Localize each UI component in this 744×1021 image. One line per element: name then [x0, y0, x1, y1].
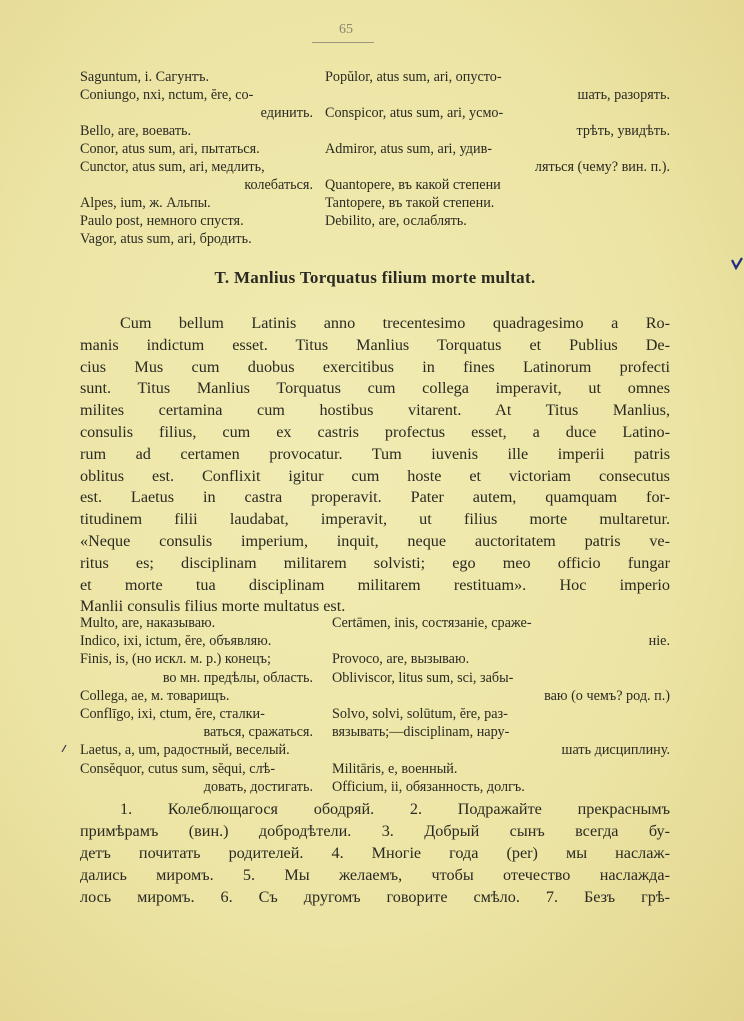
vocab-entry-right: Certāmen, inis, состязаніе, сраже- — [332, 615, 532, 631]
vocab-entry-right: Popŭlor, atus sum, ari, опусто- — [325, 69, 502, 85]
vocab-row — [80, 212, 670, 230]
vocab-entry-right: Quantopere, въ какой степени — [325, 177, 501, 193]
vocab-entry-left: Vagor, atus sum, ari, бродить. — [80, 231, 252, 247]
vocab-row — [80, 760, 670, 778]
pen-check-mark-icon — [730, 256, 744, 270]
passage-line: «Neque consulis imperium, inquit, neque auctoritatem patris ve- — [80, 532, 670, 550]
vocab-entry-left: Cunctor, atus sum, ari, медлить, — [80, 159, 265, 175]
vocab-entry-right: Obliviscor, litus sum, sci, забы- — [332, 669, 514, 686]
page-number: 65 — [339, 22, 353, 37]
passage-line: titudinem filii laudabat, imperavit, ut filius morte multaretur. — [80, 510, 670, 529]
vocab-entry-right: шать дисциплину. — [561, 742, 670, 759]
vocab-row — [80, 705, 670, 723]
vocab-entry-right: вязывать;—disciplinam, нару- — [332, 724, 510, 741]
vocab-row — [80, 68, 670, 86]
vocab-entry-right: Admiror, atus sum, ari, удив- — [325, 141, 493, 157]
vocab-entry-left: Conor, atus sum, ari, пытаться. — [80, 141, 260, 157]
vocab-entry-left: Finis, is, (но искл. м. р.) конецъ; — [80, 651, 271, 668]
vocab-row — [80, 176, 670, 194]
passage-line: milites certamina cum hostibus vitarent. At Titus Manlius, — [80, 401, 670, 420]
vocab-row — [80, 723, 670, 741]
vocab-entry-left: во мн. предѣлы, область. — [162, 669, 313, 686]
vocab-entry-left: Conflīgo, ixi, ctum, ĕre, сталки- — [80, 706, 265, 722]
exercise-line: лось миромъ. 6. Съ другомъ говорите смѣло. 7. Безъ грѣ- — [80, 888, 670, 906]
vocab-entry-left: Consĕquor, cutus sum, sĕqui, слѣ- — [80, 760, 276, 777]
vocab-entry-left: довать, достигать. — [203, 778, 313, 795]
vocab-entry-right: Debilito, are, ослаблять. — [325, 213, 467, 229]
vocab-entry-right: шать, разорять. — [577, 87, 670, 103]
vocab-entry-right: ваю (о чемъ? род. п.) — [544, 687, 670, 704]
vocab-entry-right: Militāris, e, военный. — [332, 760, 458, 777]
passage-line: ritus es; disciplinam militarem solvisti; ego meo officio fungar — [80, 553, 670, 572]
vocab-entry-left: Bello, are, воевать. — [80, 123, 192, 139]
vocab-entry-left: Paulo post, немного спустя. — [80, 213, 244, 229]
vocab-row — [80, 140, 670, 158]
vocab-entry-left: Multo, are, наказываю. — [80, 615, 216, 631]
vocab-entry-left: единить. — [260, 105, 313, 121]
vocab-entry-left: Saguntum, i. Сагунтъ. — [80, 69, 210, 85]
vocab-row — [80, 86, 670, 104]
vocab-row — [80, 122, 670, 140]
vocab-entry-right: трѣть, увидѣть. — [576, 123, 670, 139]
passage-line: manis indictum esset. Titus Manlius Torquatus et Publius De- — [80, 335, 670, 354]
vocab-entry-left: Collega, ae, м. товарищъ. — [80, 687, 230, 704]
vocab-row — [80, 741, 670, 759]
pen-tick-mark-icon — [60, 744, 68, 754]
vocab-row — [80, 230, 670, 248]
vocab-row — [80, 194, 670, 212]
section-title: T. Manlius Torquatus filium morte multat. — [214, 268, 536, 287]
vocab-entry-right: Provoco, are, вызываю. — [332, 651, 470, 668]
vocab-row — [80, 632, 670, 650]
passage-line: Cum bellum Latinis anno trecentesimo quadragesimo a Ro- — [120, 314, 670, 332]
exercise-line: 1. Колеблющагося ободряй. 2. Подражайте прекраснымъ — [120, 800, 670, 818]
vocab-entry-right: ніе. — [648, 633, 670, 650]
page-number-rule — [312, 42, 374, 43]
vocab-entry-left: Laetus, a, um, радостный, веселый. — [80, 742, 290, 759]
vocab-entry-left: Coniungo, nxi, nctum, ĕre, со- — [80, 87, 254, 103]
vocab-entry-left: Alpes, ium, ж. Альпы. — [80, 195, 211, 211]
vocab-row — [80, 650, 670, 668]
exercise-line: дались миромъ. 5. Мы желаемъ, чтобы отечество наслажда- — [80, 866, 670, 884]
passage-line: est. Laetus in castra properavit. Pater autem, quamquam for- — [80, 488, 670, 507]
vocab-entry-right: Officium, ii, обязанность, долгъ. — [332, 778, 525, 795]
vocab-entry-right: Conspicor, atus sum, ari, усмо- — [325, 105, 504, 121]
passage-line: consulis filius, cum ex castris profectus esset, a duce Latino- — [80, 423, 670, 441]
vocab-entry-left: колебаться. — [244, 177, 313, 193]
vocab-row — [80, 687, 670, 705]
vocab-row — [80, 669, 670, 687]
passage-line: rum ad certamen provocatur. Tum iuvenis ille imperii patris — [80, 444, 670, 463]
passage-line: sunt. Titus Manlius Torquatus cum collega imperavit, ut omnes — [80, 379, 670, 398]
vocab-entry-left: Indico, ixi, ictum, ĕre, объявляю. — [80, 633, 272, 650]
vocab-row — [80, 614, 670, 632]
vocab-row — [80, 778, 670, 796]
vocab-row — [80, 158, 670, 176]
vocab-entry-right: Solvo, solvi, solūtum, ĕre, раз- — [332, 706, 508, 722]
passage-line: et morte tua disciplinam militarem restituam». Hoc imperio — [80, 575, 670, 594]
passage-line: oblitus est. Conflixit igitur cum hoste et victoriam consecutus — [80, 466, 670, 485]
passage-line: Manlii consulis filius morte multatus est. — [80, 597, 346, 616]
vocab-entry-right: ляться (чему? вин. п.). — [534, 159, 670, 175]
passage-line: cius Mus cum duobus exercitibus in fines Latinorum profecti — [80, 357, 670, 376]
exercise-line: детъ почитать родителей. 4. Многіе года (per) мы наслаж- — [80, 844, 670, 862]
vocab-row — [80, 104, 670, 122]
vocab-entry-left: ваться, сражаться. — [203, 724, 313, 741]
vocab-entry-right: Tantopere, въ такой степени. — [325, 195, 495, 211]
exercise-line: примѣрамъ (вин.) добродѣтели. 3. Добрый сынъ всегда бу- — [80, 822, 670, 840]
